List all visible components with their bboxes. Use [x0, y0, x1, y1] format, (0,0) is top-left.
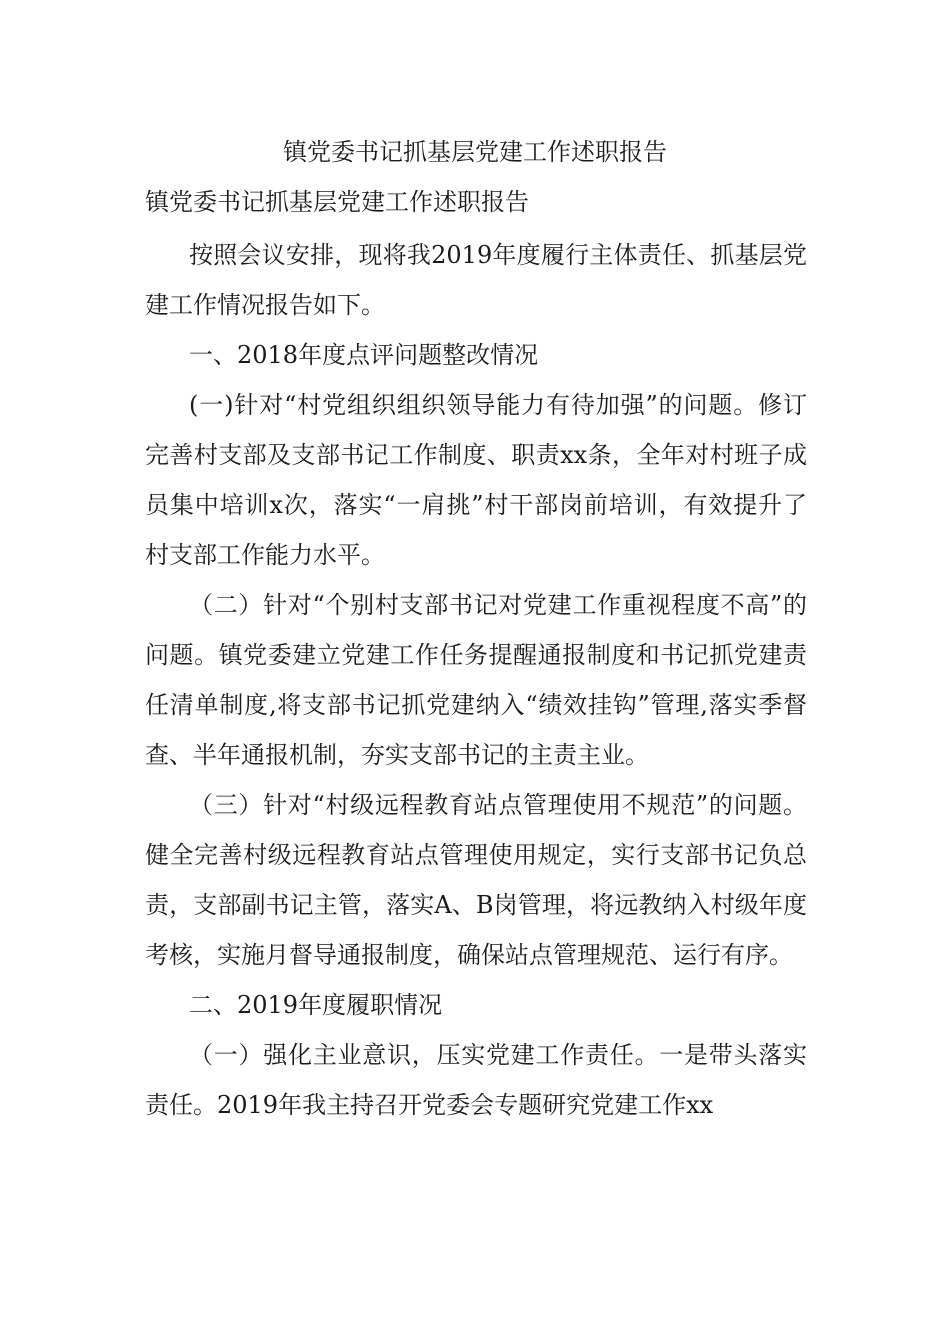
section-1-item-1: (一)针对“村党组织组织领导能力有待加强”的问题。修订完善村支部及支部书记工作制度、职责xx条，全年对村班子成员集中培训x次，落实“一肩挑”村干部岗前培训，有效提升了村支部工作能力水平。	[145, 391, 807, 569]
document-subtitle: 镇党委书记抓基层党建工作述职报告	[145, 188, 529, 216]
intro-paragraph: 按照会议安排，现将我2019年度履行主体责任、抓基层党建工作情况报告如下。	[145, 241, 807, 319]
document-title: 镇党委书记抓基层党建工作述职报告	[283, 138, 667, 166]
document-body	[145, 230, 807, 1130]
section-1-item-3: （三）针对“村级远程教育站点管理使用不规范”的问题。健全完善村级远程教育站点管理使用规定，实行支部书记负总责，支部副书记主管，落实A、B岗管理，将远教纳入村级年度考核，实施月督导通报制度，确保站点管理规范、运行有序。	[145, 791, 807, 969]
section-1-item-2: （二）针对“个别村支部书记对党建工作重视程度不高”的问题。镇党委建立党建工作任务提醒通报制度和书记抓党建责任清单制度,将支部书记抓党建纳入“绩效挂钩”管理,落实季督查、半年通报机制，夯实支部书记的主责主业。	[145, 591, 807, 769]
section-2-heading: 二、2019年度履职情况	[189, 991, 443, 1019]
section-2-item-1: （一）强化主业意识，压实党建工作责任。一是带头落实责任。2019年我主持召开党委会专题研究党建工作xx	[145, 1041, 807, 1119]
section-1-heading: 一、2018年度点评问题整改情况	[189, 341, 539, 369]
